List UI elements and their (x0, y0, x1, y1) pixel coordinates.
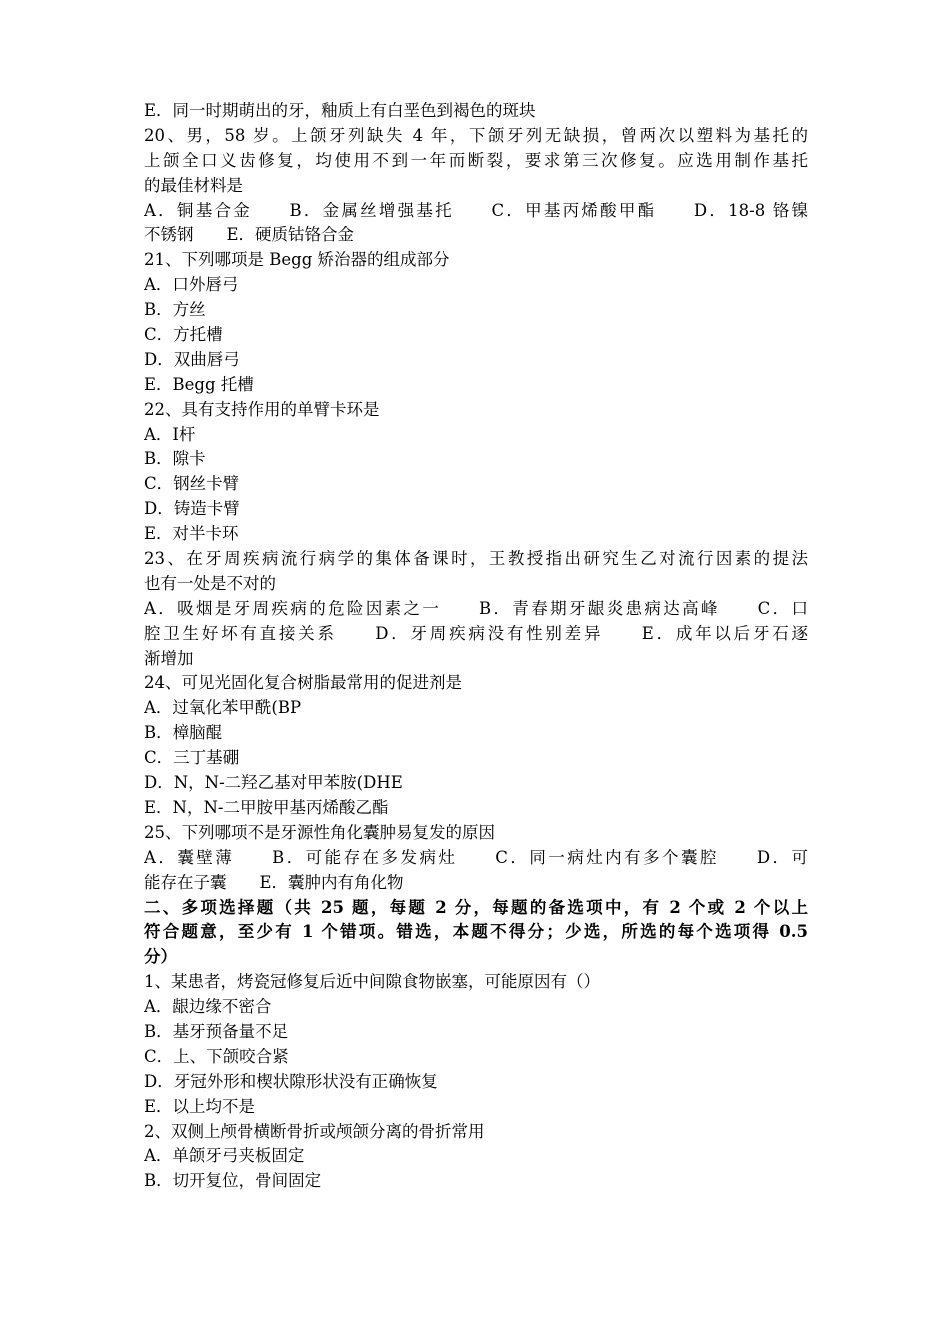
text-line: B．切开复位，骨间固定 (144, 1171, 322, 1191)
text-line: E．对半卡环 (144, 524, 239, 544)
text-line: D．N，N-二羟乙基对甲苯胺(DHE (144, 773, 403, 793)
text-line: D．双曲唇弓 (144, 349, 240, 369)
text-line: E．Begg 托槽 (144, 374, 254, 394)
text-line: A．囊壁薄 B．可能存在多发病灶 C．同一病灶内有多个囊腔 D．可 (144, 847, 808, 867)
text-line: 21、下列哪项是 Begg 矫治器的组成部分 (144, 250, 450, 270)
document-page (144, 99, 808, 1194)
text-line: E．同一时期萌出的牙，釉质上有白垩色到褐色的斑块 (144, 101, 536, 120)
text-line: D．牙冠外形和楔状隙形状没有正确恢复 (144, 1071, 438, 1091)
text-line: 23、在牙周疾病流行病学的集体备课时，王教授指出研究生乙对流行因素的提法 (144, 549, 808, 569)
text-line: 也有一处是不对的 (144, 573, 276, 593)
text-line: 腔卫生好坏有直接关系 D．牙周疾病没有性别差异 E．成年以后牙石逐 (144, 623, 808, 643)
text-line: 能存在子囊 E．囊肿内有角化物 (144, 872, 404, 892)
text-line: C．方托槽 (144, 325, 223, 345)
text-line: A．铜基合金 B．金属丝增强基托 C．甲基丙烯酸甲酯 D．18-8 铬镍 (144, 200, 808, 220)
text-line: B．樟脑醌 (144, 723, 223, 743)
text-line: A．过氧化苯甲酰(BP (144, 698, 302, 718)
text-line: D．铸造卡臂 (144, 499, 240, 519)
text-line: 22、具有支持作用的单臂卡环是 (144, 399, 380, 419)
text-line: C．三丁基硼 (144, 748, 240, 768)
text-line: 二、多项选择题（共 25 题，每题 2 分，每题的备选项中，有 2 个或 2 个以上 (144, 897, 808, 917)
text-line: C．上、下颌咬合紧 (144, 1046, 289, 1066)
text-line: B．方丝 (144, 300, 206, 320)
text-line: 的最佳材料是 (144, 175, 243, 195)
text-line: E．以上均不是 (144, 1096, 256, 1116)
text-line: 25、下列哪项不是牙源性角化囊肿易复发的原因 (144, 822, 495, 842)
text-line: 不锈钢 E．硬质钴铬合金 (144, 225, 355, 245)
text-line: 2、双侧上颅骨横断骨折或颅颌分离的骨折常用 (144, 1121, 485, 1141)
text-line: A．Ⅰ杆 (144, 424, 196, 444)
text-line: 20、男，58 岁。上颌牙列缺失 4 年，下颌牙列无缺损，曾两次以塑料为基托的 (144, 125, 808, 145)
text-line: 上颌全口义齿修复，均使用不到一年而断裂，要求第三次修复。应选用制作基托 (144, 150, 808, 170)
text-line: 1、某患者，烤瓷冠修复后近中间隙食物嵌塞，可能原因有（） (144, 972, 600, 992)
text-line: A．口外唇弓 (144, 275, 239, 295)
text-line: B．隙卡 (144, 449, 206, 469)
text-line: 24、可见光固化复合树脂最常用的促进剂是 (144, 673, 462, 693)
text-line: 分） (144, 947, 177, 967)
text-line: 渐增加 (144, 648, 194, 668)
text-line: E．N，N-二甲胺甲基丙烯酸乙酯 (144, 797, 389, 817)
text-line: A．单颌牙弓夹板固定 (144, 1146, 305, 1166)
text-line: A．龈边缘不密合 (144, 997, 272, 1017)
text-line: C．钢丝卡臂 (144, 474, 240, 494)
text-line: B．基牙预备量不足 (144, 1021, 289, 1041)
text-line: 符合题意，至少有 1 个错项。错选，本题不得分；少选，所选的每个选项得 0.5 (144, 922, 808, 942)
text-line: A．吸烟是牙周疾病的危险因素之一 B．青春期牙龈炎患病达高峰 C．口 (144, 598, 808, 618)
